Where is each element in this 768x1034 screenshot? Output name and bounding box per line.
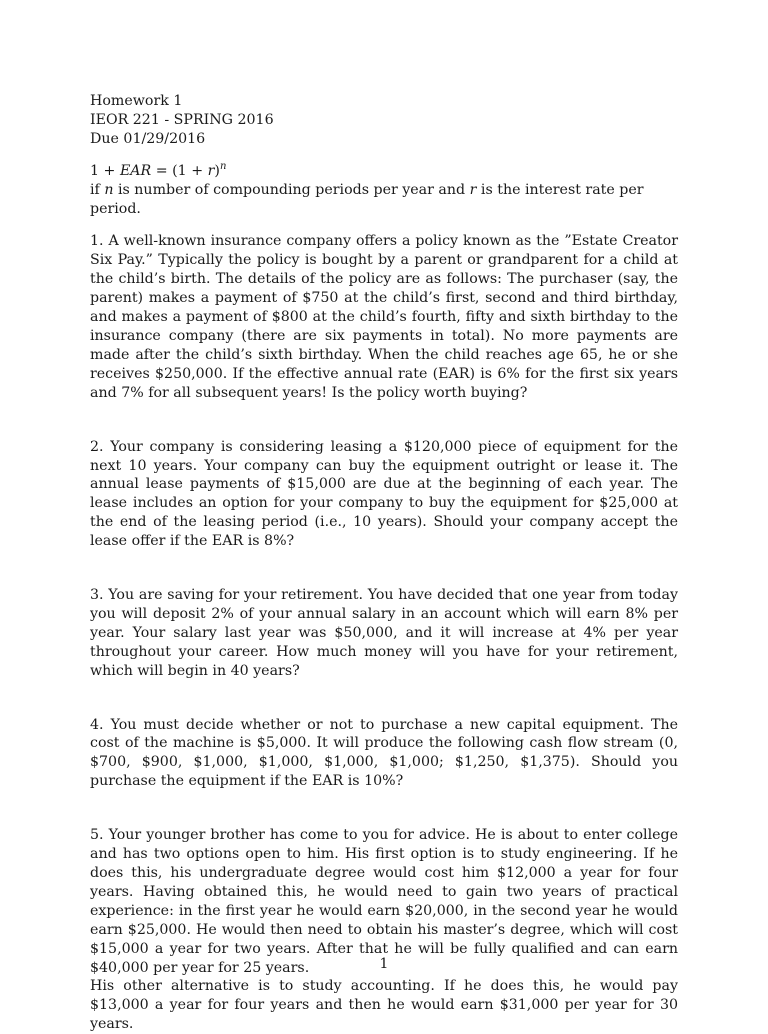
ear-formula <box>90 162 678 219</box>
page-number: 1 <box>379 956 389 972</box>
question-3: 3. You are saving for your retirement. You have decided that one year from today you will deposit 2% of your annual salary in an account which will earn 8% per year. Your salary last year was $50,000, and it will increase at 4% per year throughout your career. How much money will you have for your retirement, which will begin in 40 years? <box>90 587 678 679</box>
question-5-continuation: His other alternative is to study accounting. If he does this, he would pay $13,000 a year for four years and then he would earn $31,000 per year for 30 years. <box>90 978 678 1033</box>
question-4: 4. You must decide whether or not to purchase a new capital equipment. The cost of the machine is $5,000. It will produce the following cash flow stream (0, $700, $900, $1,000, $1,000, $1,000, $1,000; $1,250, $1,375). Should you purchase the equipment if the EAR is 10%? <box>90 716 678 790</box>
question-2: 2. Your company is considering leasing a $120,000 piece of equipment for the next 10 years. Your company can buy the equipment outright or lease it. The annual lease payments of $15,000 are due at the beginning of each year. The lease includes an option for your company to buy the equipment for $25,000 at the end of the leasing period (i.e., 10 years). Should your company accept the lease offer if the EAR is 8%? <box>90 438 678 550</box>
course-name: IEOR 221 - SPRING 2016 <box>90 111 274 128</box>
formula-explanation: if n is number of compounding periods per year and r is the interest rate per period. <box>90 181 644 217</box>
document-page <box>90 92 678 1034</box>
due-date: Due 01/29/2016 <box>90 130 206 147</box>
question-5: 5. Your younger brother has come to you for advice. He is about to enter college and has two options open to him. His first option is to study engineering. If he does this, his undergraduate degree would cost him $12,000 a year for four years. Having obtained this, he would need to gain two years of practical experience: in the first year he would earn $20,000, in the second year he would earn $25,000. He would then need to obtain his master’s degree, which will cost $15,000 a year for two years. After that he will be fully qualified and can earn $40,000 per year for 25 years. <box>90 827 678 976</box>
document-header <box>90 92 678 149</box>
formula-equation: 1 + EAR = $(1 + r)^n$ <box>90 160 227 179</box>
question-1: 1. A well-known insurance company offers a policy known as the ”Estate Creator Six Pay.” Typically the policy is bought by a parent or grandparent for a child at the child’s birth. The details of the policy are as follows: The purchaser (say, the parent) makes a payment of $750 at the child’s first, second and third birthday, and makes a payment of $800 at the child’s fourth, fifty and sixth birthday to the insurance company (there are six payments in total). No more payments are made after the child’s sixth birthday. When the child reaches age 65, he or she receives $250,000. If the effective annual rate (EAR) is 6% for the first six years and 7% for all subsequent years! Is the policy worth buying? <box>90 233 678 401</box>
homework-title: Homework 1 <box>90 93 183 109</box>
